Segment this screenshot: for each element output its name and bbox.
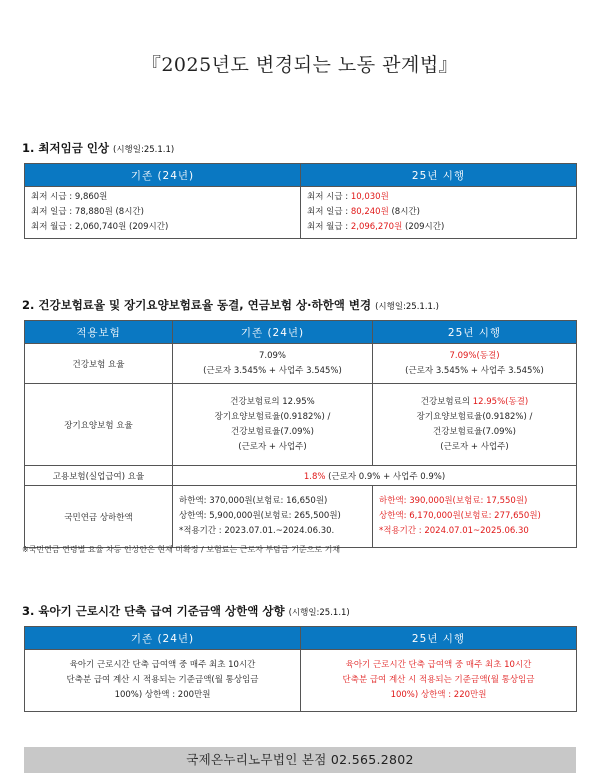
col-new-header: 25년 시행 bbox=[301, 164, 577, 187]
new-wage-cell bbox=[301, 187, 577, 239]
line: 하한액: 370,000원(보험료: 16,650원) bbox=[179, 496, 328, 506]
section-1-heading bbox=[22, 140, 174, 156]
line: (근로자 + 사업주) bbox=[440, 441, 509, 452]
pension-new-cell bbox=[373, 486, 577, 548]
rate: 7.09%(동결) bbox=[449, 350, 500, 361]
col-new-header: 25년 시행 bbox=[301, 627, 577, 650]
line: 상한액: 6,170,000원(보험료: 277,650원) bbox=[379, 511, 541, 521]
col-old-header: 기존 (24년) bbox=[25, 164, 301, 187]
label: 최저 시급 : bbox=[307, 192, 349, 202]
old-wage-cell bbox=[25, 187, 301, 239]
line: 단축분 급여 계산 시 적용되는 기준금액(월 통상임금 bbox=[342, 675, 535, 685]
suffix: (8시간) bbox=[391, 207, 420, 217]
line: 건강보험료율(7.09%) bbox=[231, 426, 314, 437]
section-2-heading bbox=[22, 297, 439, 313]
minimum-wage-table bbox=[24, 163, 577, 239]
line: 장기요양보험료율(0.9182%) / bbox=[416, 411, 533, 422]
split: (근로자 0.9% + 사업주 0.9%) bbox=[328, 471, 446, 482]
label: 최저 월급 : bbox=[307, 222, 349, 232]
value: 10,030원 bbox=[350, 192, 389, 202]
value: 80,240원 bbox=[350, 207, 389, 217]
line: 건강보험료의 bbox=[420, 396, 473, 407]
ltc-new-cell bbox=[373, 384, 577, 466]
insurance-footnote: ※국민연금 연령별 요율 차등 인상안은 현재 미확정 / 보험료는 근로자 부담금 기준으로 기재 bbox=[22, 545, 341, 554]
col-old-header: 기존 (24년) bbox=[173, 321, 373, 344]
section-1-note: (시행일:25.1.1) bbox=[113, 145, 175, 155]
rate: 7.09% bbox=[258, 350, 286, 361]
value: 78,880원 bbox=[74, 207, 113, 217]
line: 100%) 상한액 : 220만원 bbox=[390, 690, 487, 700]
col-insurance-header: 적용보험 bbox=[25, 321, 173, 344]
rate: 12.95%(동결) bbox=[472, 396, 529, 407]
suffix: (8시간) bbox=[115, 207, 144, 217]
pension-label: 국민연금 상하한액 bbox=[25, 486, 173, 548]
employment-label: 고용보험(실업급여) 요율 bbox=[25, 466, 173, 486]
line: 단축분 급여 계산 시 적용되는 기준금액(월 통상임금 bbox=[66, 675, 259, 685]
line: 장기요양보험료율(0.9182%) / bbox=[214, 411, 331, 422]
value: 2,060,740원 bbox=[74, 222, 127, 232]
health-label: 건강보험 요율 bbox=[25, 344, 173, 384]
pension-old-cell bbox=[173, 486, 373, 548]
line: 육아기 근로시간 단축 급여액 중 매주 최초 10시간 bbox=[345, 660, 532, 670]
label: 최저 월급 : bbox=[31, 222, 73, 232]
line: 육아기 근로시간 단축 급여액 중 매주 최초 10시간 bbox=[69, 660, 256, 670]
section-2-title: 2. 건강보험료율 및 장기요양보험료율 동결, 연금보험 상·하한액 변경 bbox=[22, 298, 372, 312]
health-new-cell bbox=[373, 344, 577, 384]
label: 최저 일급 : bbox=[31, 207, 73, 217]
col-new-header: 25년 시행 bbox=[373, 321, 577, 344]
page-title: 『2025년도 변경되는 노동 관계법』 bbox=[141, 54, 459, 76]
footer-contact: 국제온누리노무법인 본점 02.565.2802 bbox=[24, 747, 576, 773]
label: 최저 시급 : bbox=[31, 192, 73, 202]
value: 2,096,270원 bbox=[350, 222, 403, 232]
split: (근로자 3.545% + 사업주 3.545%) bbox=[203, 365, 342, 376]
line: 건강보험료의 12.95% bbox=[230, 396, 315, 407]
ltc-label: 장기요양보험 요율 bbox=[25, 384, 173, 466]
suffix: (209시간) bbox=[405, 222, 445, 232]
insurance-table bbox=[24, 320, 577, 548]
employment-cell bbox=[173, 466, 577, 486]
health-old-cell bbox=[173, 344, 373, 384]
line: (근로자 + 사업주) bbox=[238, 441, 307, 452]
line: 건강보험료율(7.09%) bbox=[433, 426, 516, 437]
label: 최저 일급 : bbox=[307, 207, 349, 217]
line: 100%) 상한액 : 200만원 bbox=[114, 690, 211, 700]
section-3-heading bbox=[22, 603, 350, 619]
section-1-title: 1. 최저임금 인상 bbox=[22, 141, 110, 155]
line: *적용기간 : 2024.07.01~2025.06.30 bbox=[379, 526, 529, 536]
section-2-note: (시행일:25.1.1.) bbox=[375, 302, 439, 312]
line: *적용기간 : 2023.07.01.~2024.06.30. bbox=[179, 526, 335, 536]
col-old-header: 기존 (24년) bbox=[25, 627, 301, 650]
value: 9,860원 bbox=[74, 192, 108, 202]
parental-old-cell bbox=[25, 650, 301, 712]
parental-new-cell bbox=[301, 650, 577, 712]
line: 상한액: 5,900,000원(보험료: 265,500원) bbox=[179, 511, 341, 521]
suffix: (209시간) bbox=[129, 222, 169, 232]
section-3-title: 3. 육아기 근로시간 단축 급여 기준금액 상한액 상향 bbox=[22, 604, 285, 618]
line: 하한액: 390,000원(보험료: 17,550원) bbox=[379, 496, 528, 506]
rate: 1.8% bbox=[303, 471, 326, 482]
split: (근로자 3.545% + 사업주 3.545%) bbox=[405, 365, 544, 376]
parental-leave-table bbox=[24, 626, 577, 712]
section-3-note: (시행일:25.1.1) bbox=[288, 608, 350, 618]
ltc-old-cell bbox=[173, 384, 373, 466]
